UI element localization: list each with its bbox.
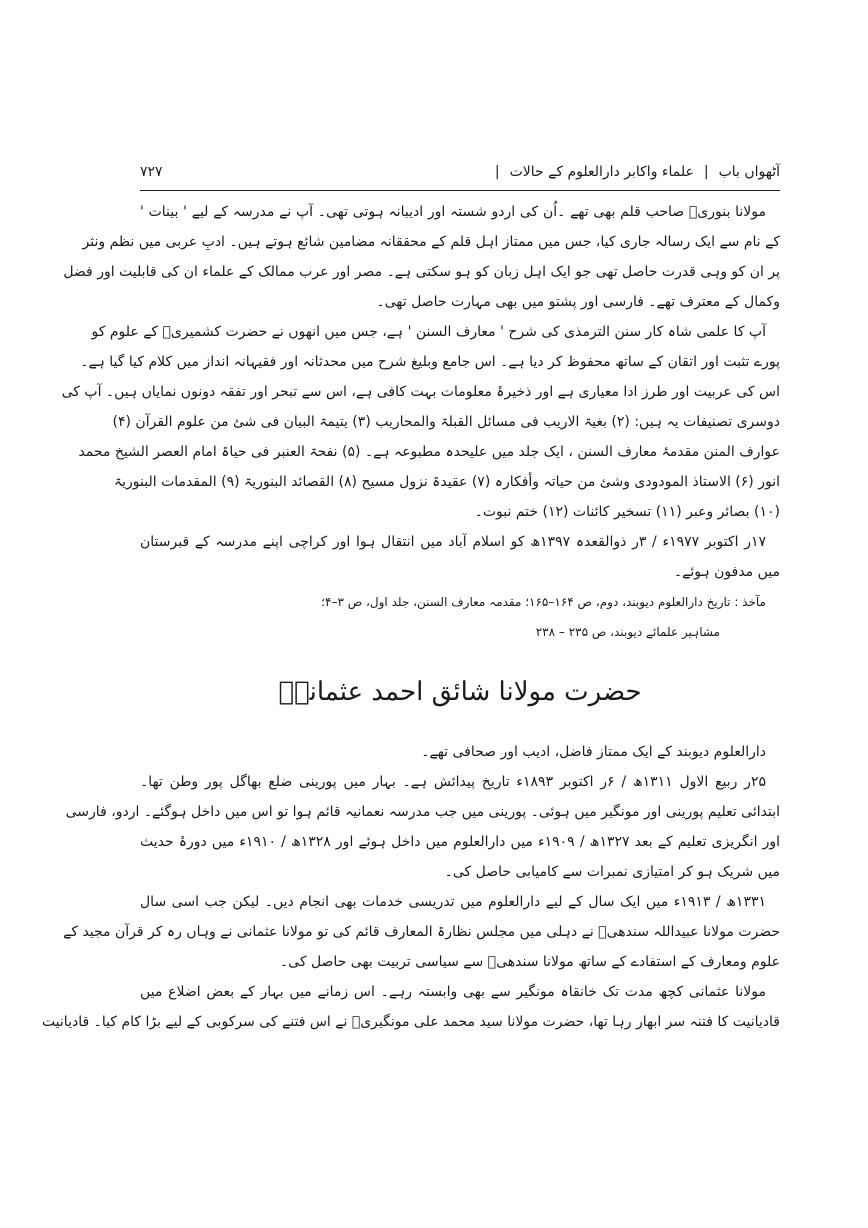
text-line: مولانا عثمانی کچھ مدت تک خانقاہ مونگیر سے بھی وابستہ رہے۔ اس زمانے میں بہار کے بعض اضلاع میں (140, 984, 766, 1000)
text-line: عوارف المنن مقدمۂ معارف السنن ، ایک جلد میں علیحدہ مطبوعہ ہے۔ (۵) نفحۃ العنبر فی حیاۃ امام العصر الشیخ محمد (78, 444, 780, 460)
text-line: ابتدائی تعلیم پورینی اور مونگیر میں ہوئی۔ پورینی میں جب مدرسہ نعمانیہ قائم ہوا تو اس میں داخل ہوگئے۔ اردو، فارسی (65, 804, 780, 820)
text-line: پورے تثبت اور اتقان کے ساتھ محفوظ کر دیا ہے۔ اس جامع وبلیغ شرح میں محدثانہ اور فقیہانہ انداز میں کلام کیا گیا ہے۔ (80, 354, 780, 370)
text-line: اس کی عربیت اور طرز ادا معیاری ہے اور ذخیرۂ معلومات بہت کافی ہے، اس سے تبحر اور تفقہ دونوں نمایاں ہیں۔ آپ کی (61, 384, 780, 400)
text-line: انور (۶) الاستاذ المودودی وشئ من حیاتہ وأفکارہ (۷) عقیدۃ نزول مسیح (۸) القصائد البنوریۃ (۹) المقدمات البنوریۃ (113, 474, 780, 490)
header-rule (140, 190, 780, 191)
running-header (140, 157, 780, 187)
chapter-label: آٹھواں باب (718, 164, 780, 180)
chapter-title: علماء واکابر دارالعلوم کے حالات (509, 164, 694, 180)
text-line: ۱۳۳۱ھ / ۱۹۱۳ء میں ایک سال کے لیے دارالعلوم میں تدریسی خدمات بھی انجام دیں۔ لیکن جب اسی سال (140, 894, 766, 910)
text-line: دوسری تصنیفات یہ ہیں: (۲) بغیۃ الاریب فی مسائل القبلۃ والمحاریب (۳) یتیمۃ البیان فی شئ من علوم القرآن (۴) (112, 414, 780, 430)
reference-label: مآخذ : (734, 595, 766, 609)
text-line: ۲۵ر ربیع الاول ۱۳۱۱ھ / ۶ر اکتوبر ۱۸۹۳ء تاریخ پیدائش ہے۔ بہار میں پورینی ضلع بھاگل پور وطن تھا۔ (140, 774, 766, 790)
text-line: ۱۷ر اکتوبر ۱۹۷۷ء / ۳ر ذوالقعدہ ۱۳۹۷ھ کو اسلام آباد میں انتقال ہوا اور کراچی اپنے مدرسہ کے قبرستان (140, 534, 767, 550)
header-separator-2: | (494, 164, 500, 180)
header-separator: | (703, 164, 709, 180)
text-line: حضرت مولانا عبیداللہ سندھیؒ نے دہلی میں مجلس نظارۃ المعارف قائم کی تو مولانا عثمانی نے وہاں رہ کر قرآن مجید کے (63, 924, 780, 940)
page-body (41, 197, 781, 1037)
text-line: میں شریک ہو کر امتیازی نمبرات سے کامیابی حاصل کی۔ (444, 864, 780, 880)
section-heading: حضرت مولانا شائق احمد عثمانیؒ (278, 677, 642, 707)
text-line: مولانا بنوریؒ صاحب قلم بھی تھے ۔اُن کی اردو شستہ اور ادیبانہ ہوتی تھی۔ آپ نے مدرسہ کے لیے ' بینات ' (140, 204, 766, 220)
reference-line-2: مشاہیر علمائے دیوبند، ص ۲۳۵ – ۲۳۸ (535, 625, 720, 639)
text-line: دارالعلوم دیوبند کے ایک ممتاز فاضل، ادیب اور صحافی تھے۔ (421, 744, 766, 760)
text-line: پر ان کو وہی قدرت حاصل تھی جو ایک اہل زبان کو ہو سکتی ہے۔ مصر اور عرب ممالک کے علماء ان کی قابلیت اور فضل (63, 264, 780, 280)
text-line: (۱۰) بصائر وعبر (۱۱) تسخیر کائنات (۱۲) ختم نبوت۔ (474, 504, 780, 520)
text-line: قادیانیت کا فتنہ سر ابھار رہا تھا، حضرت مولانا سید محمد علی مونگیریؒ نے اس فتنے کی سرکوبی کے لیے بڑا کام کیا۔ قادیانیت (41, 1014, 780, 1030)
text-line: کے نام سے ایک رسالہ جاری کیا، جس میں ممتاز اہل قلم کے محققانہ مضامین شائع ہوتے ہیں۔ ادبِ عربی میں نظم ونثر (82, 234, 780, 250)
reference-text: تاریخ دارالعلوم دیوبند، دوم، ص ۱۶۴–۱۶۵؛ مقدمہ معارف السنن، جلد اول، ص ۳–۴؛ (321, 595, 731, 609)
text-line: وکمال کے معترف تھے۔ فارسی اور پشتو میں بھی مہارت حاصل تھی۔ (376, 294, 780, 310)
page-number: ۷۲۷ (140, 164, 163, 180)
text-line: علوم ومعارف کے استفادے کے ساتھ مولانا سندھیؒ سے سیاسی تربیت بھی حاصل کی۔ (279, 954, 780, 970)
text-line: اور انگریزی تعلیم کے بعد ۱۳۲۷ھ / ۱۹۰۹ء میں دارالعلوم میں داخل ہوئے اور ۱۳۲۸ھ / ۱۹۱۰ء میں دورۂ حدیث (140, 834, 781, 850)
reference-line (140, 587, 780, 617)
text-line: آپ کا علمی شاہ کار سنن الترمذی کی شرح ' معارف السنن ' ہے، جس میں انھوں نے حضرت کشمیریؒ کے علوم کو (91, 324, 766, 340)
text-line: میں مدفون ہوئے۔ (673, 564, 780, 580)
